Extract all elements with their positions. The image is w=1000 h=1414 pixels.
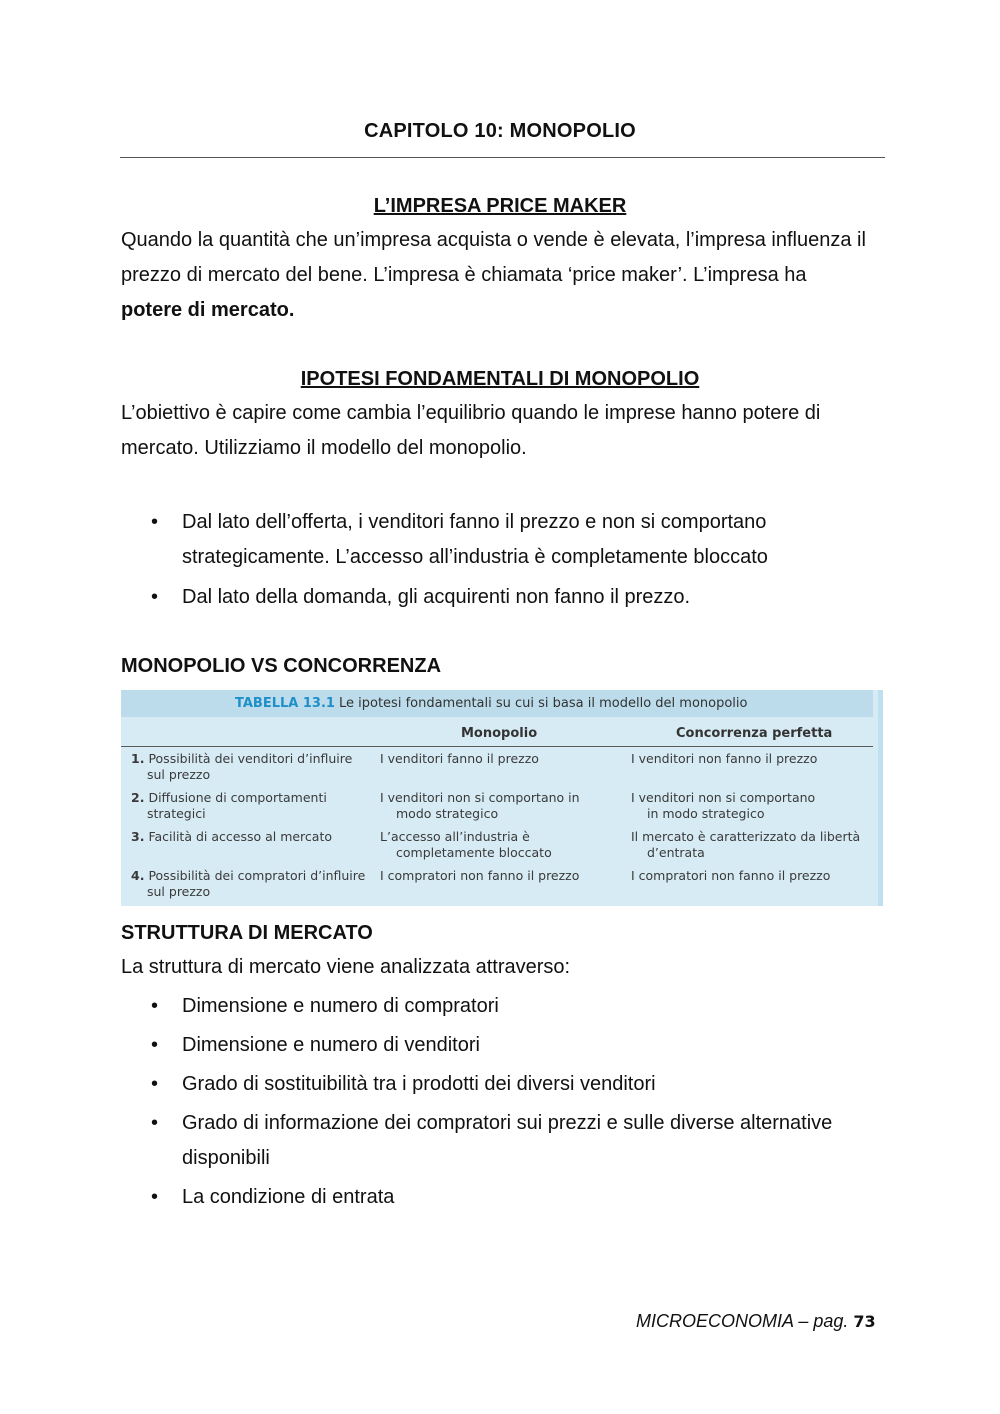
section-heading-monopolio-vs-concorrenza: MONOPOLIO VS CONCORRENZA xyxy=(121,655,442,677)
table-caption-number: TABELLA 13.1 xyxy=(235,696,335,711)
page-number: 73 xyxy=(853,1312,876,1331)
table-cell-concorrenza: I compratori non fanno il prezzo xyxy=(631,868,831,883)
paragraph-price-maker xyxy=(121,223,891,328)
column-header-monopolio: Monopolio xyxy=(461,726,538,741)
list-item: • Dal lato della domanda, gli acquirenti non fanno il prezzo. xyxy=(121,580,881,615)
bullet-icon: • xyxy=(151,586,159,608)
table-caption-text: Le ipotesi fondamentali su cui si basa il modello del monopolio xyxy=(339,696,748,711)
table-cell-monopolio: I venditori non si comportano in modo strategico xyxy=(380,790,580,821)
bullet-icon: • xyxy=(151,1034,159,1056)
table-cell-concorrenza: Il mercato è caratterizzato da libertà d’entrata xyxy=(631,829,861,860)
section-heading-ipotesi: IPOTESI FONDAMENTALI DI MONOPOLIO xyxy=(300,368,700,390)
section-heading-price-maker: L’IMPRESA PRICE MAKER xyxy=(373,195,627,217)
table-row-label: 1. Possibilità dei venditori d’influire sul prezzo xyxy=(131,751,353,782)
table-header-rule xyxy=(121,746,873,747)
bullet-list-ipotesi xyxy=(121,505,881,615)
paragraph-line: Quando la quantità che un’impresa acquista o vende è elevata, l’impresa influenza il xyxy=(121,229,866,251)
list-item: • Dimensione e numero di compratori xyxy=(121,989,881,1024)
footer-label: MICROECONOMIA – pag. xyxy=(636,1311,849,1331)
list-item: • Dimensione e numero di venditori xyxy=(121,1028,881,1063)
table-cell-concorrenza: I venditori non fanno il prezzo xyxy=(631,751,818,766)
paragraph-line: L’obiettivo è capire come cambia l’equilibrio quando le imprese hanno potere di xyxy=(121,402,821,424)
paragraph-ipotesi xyxy=(121,396,891,466)
title-divider xyxy=(120,157,885,158)
list-item: • Dal lato dell’offerta, i venditori fanno il prezzo e non si comportano strategicamente. L’accesso all’industria è completamente bloccato xyxy=(121,505,881,575)
table-row-label: 4. Possibilità dei compratori d’influire sul prezzo xyxy=(131,868,366,899)
chapter-title: CAPITOLO 10: MONOPOLIO xyxy=(364,120,636,142)
paragraph-struttura-intro: La struttura di mercato viene analizzata attraverso: xyxy=(121,956,571,978)
bullet-icon: • xyxy=(151,995,159,1017)
paragraph-line: prezzo di mercato del bene. L’impresa è chiamata ‘price maker’. L’impresa ha xyxy=(121,264,807,286)
table-cell-monopolio: I venditori fanno il prezzo xyxy=(380,751,539,766)
bullet-icon: • xyxy=(151,1073,159,1095)
bullet-icon: • xyxy=(151,1112,159,1134)
paragraph-line: mercato. Utilizziamo il modello del monopolio. xyxy=(121,437,527,459)
bullet-icon: • xyxy=(151,511,159,533)
table-row-label: 3. Facilità di accesso al mercato xyxy=(131,829,333,844)
list-item: • La condizione di entrata xyxy=(121,1180,881,1215)
bold-term: potere di mercato. xyxy=(121,299,295,321)
column-header-concorrenza: Concorrenza perfetta xyxy=(676,726,833,741)
table-row-label: 2. Diffusione di comportamenti strategici xyxy=(131,790,327,821)
section-heading-struttura: STRUTTURA DI MERCATO xyxy=(121,922,373,944)
comparison-table xyxy=(121,690,883,906)
list-item: • Grado di sostituibilità tra i prodotti dei diversi venditori xyxy=(121,1067,881,1102)
page-footer xyxy=(636,1311,876,1332)
table-cell-concorrenza: I venditori non si comportano in modo strategico xyxy=(631,790,816,821)
table-cell-monopolio: I compratori non fanno il prezzo xyxy=(380,868,580,883)
bullet-list-struttura xyxy=(121,989,881,1215)
table-cell-monopolio: L’accesso all’industria è completamente bloccato xyxy=(380,829,552,860)
list-item: • Grado di informazione dei compratori sui prezzi e sulle diverse alternative disponibili xyxy=(121,1106,881,1176)
bullet-icon: • xyxy=(151,1186,159,1208)
